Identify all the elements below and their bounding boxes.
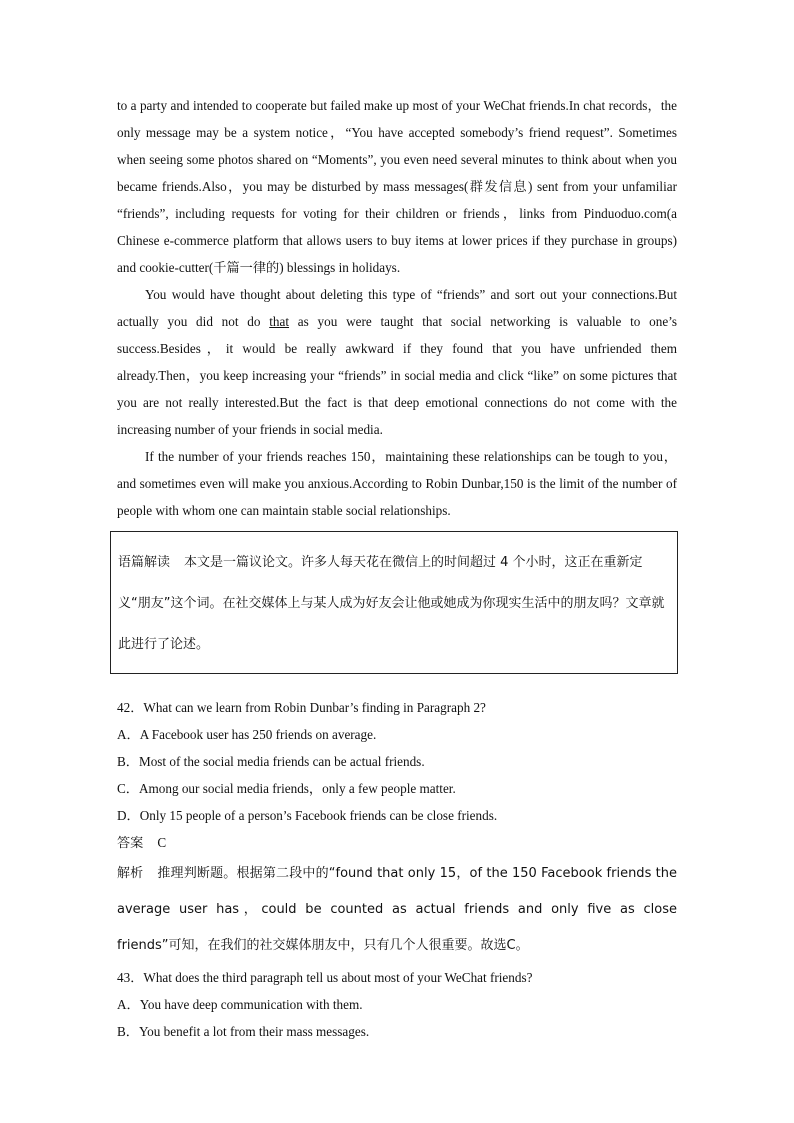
passage-paragraph-2 [117,281,677,443]
question-42-stem: 42．What can we learn from Robin Dunbar’s finding in Paragraph 2? [117,700,486,715]
question-43-option-b: B．You benefit a lot from their mass messages. [117,1024,370,1039]
answer-value: C [157,835,167,850]
passage-paragraph-1: to a party and intended to cooperate but failed make up most of your WeChat friends.In chat records，the only message may be a system notice，“You have accepted somebody’s friend request”. Sometimes when seeing some photos shared on “Moments”, you even need several minutes to think about when you became friends.Also，you may be disturbed by mass messages(群发信息) sent from your unfamiliar “friends”, including requests for voting for their children or friends，links from Pinduoduo.com(a Chinese e-commerce platform that allows users to buy items at lower prices if they purchase in groups) and cookie-cutter(千篇一律的) blessings in holidays. [117,98,677,275]
underlined-word: that [269,314,290,329]
paragraph-2-text-end: as you were taught that social networking is valuable to one’s success.Besides，it would be really awkward if they found that you have unfriended them already.Then，you keep increasing your “friends” in social media and click “like” on some pictures that you are not really interested.But the fact is that deep emotional connections do not come with the increasing number of your friends in social media. [117,314,677,437]
paragraph-2-text-start: You would have thought about deleting this type of “friends” and sort out your connections.But actually you did not do [117,287,677,329]
question-42-answer [117,829,677,856]
question-43-stem: 43．What does the third paragraph tell us about most of your WeChat friends? [117,970,533,985]
answer-label: 答案 [117,835,144,850]
passage-paragraph-3: If the number of your friends reaches 150，maintaining these relationships can be tough to you，and sometimes even will make you anxious.According to Robin Dunbar,150 is the limit of the number of people with whom one can maintain stable social relationships. [117,449,677,518]
analysis-label: 解析 [117,866,144,881]
question-43 [117,964,677,1045]
reading-note-text [118,542,670,665]
question-42-analysis [117,856,677,964]
question-42-option-c: C．Among our social media friends，only a few people matter. [117,781,456,796]
question-42 [117,694,677,964]
question-43-option-a: A．You have deep communication with them. [117,997,363,1012]
analysis-text: 推理判断题。根据第二段中的“found that only 15，of the 150 Facebook friends the average user has，could be counted as actual friends and only five as close friends”可知，在我们的社交媒体朋友中，只有几个人很重要。故选C。 [117,866,677,953]
question-42-option-a: A．A Facebook user has 250 friends on average. [117,727,377,742]
reading-note-body: 本文是一篇议论文。许多人每天花在微信上的时间超过 4 个小时，这正在重新定义“朋友”这个词。在社交媒体上与某人成为好友会让他或她成为你现实生活中的朋友吗？文章就此进行了论述。 [118,555,665,652]
reading-note-box [110,531,678,674]
document-page [117,92,677,1045]
question-42-option-b: B．Most of the social media friends can be actual friends. [117,754,425,769]
reading-note-label: 语篇解读 [118,555,171,570]
question-42-option-d: D．Only 15 people of a person’s Facebook friends can be close friends. [117,808,498,823]
